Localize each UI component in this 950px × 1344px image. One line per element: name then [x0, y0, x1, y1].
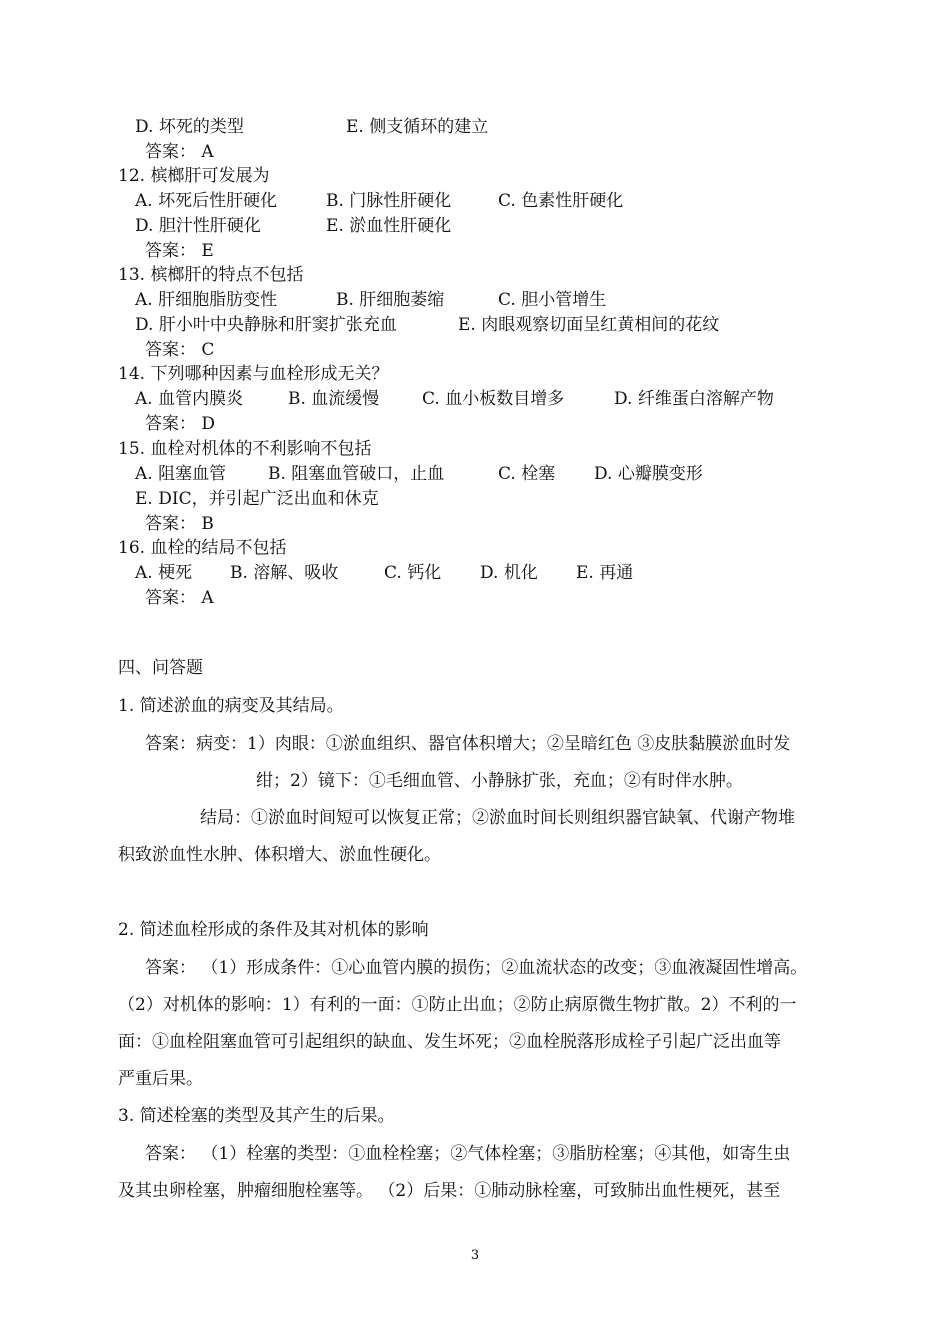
qa-question: 2. 简述血栓形成的条件及其对机体的影响: [118, 920, 429, 940]
option-e: E. 侧支循环的建立: [346, 117, 489, 137]
option-e: E. 再通: [576, 563, 634, 583]
option-b: B. 门脉性肝硬化: [326, 191, 452, 211]
option-d: D. 肝小叶中央静脉和肝窦扩张充血: [135, 315, 397, 335]
qa-answer-line: 答案：病变：1）肉眼：①淤血组织、器官体积增大；②呈暗红色 ③皮肤黏膜淤血时发: [145, 734, 791, 754]
option-d: D. 机化: [480, 563, 538, 583]
option-c: C. 血小板数目增多: [422, 389, 565, 409]
qa-question: 3. 简述栓塞的类型及其产生的后果。: [118, 1106, 395, 1126]
qa-answer-line: （2）对机体的影响：1）有利的一面：①防止出血；②防止病原微生物扩散。2）不利的一: [118, 995, 797, 1015]
question-stem: 15. 血栓对机体的不利影响不包括: [118, 439, 372, 459]
option-c: C. 钙化: [384, 563, 442, 583]
qa-answer-line: 结局：①淤血时间短可以恢复正常；②淤血时间长则组织器官缺氧、代谢产物堆: [200, 808, 795, 828]
option-a: A. 坏死后性肝硬化: [135, 191, 278, 211]
answer-line: 答案： E: [145, 241, 214, 261]
option-c: C. 色素性肝硬化: [498, 191, 624, 211]
qa-answer-line: 严重后果。: [118, 1069, 203, 1089]
option-a: A. 梗死: [135, 563, 193, 583]
option-a: A. 肝细胞脂肪变性: [135, 290, 278, 310]
question-stem: 14. 下列哪种因素与血栓形成无关？: [118, 364, 389, 384]
option-d: D. 胆汁性肝硬化: [135, 216, 261, 236]
section-title: 四、问答题: [118, 658, 203, 678]
qa-question: 1. 简述淤血的病变及其结局。: [118, 696, 344, 716]
answer-line: 答案： D: [145, 414, 216, 434]
page-number: 3: [470, 1248, 480, 1263]
qa-answer-line: 积致淤血性水肿、体积增大、淤血性硬化。: [118, 845, 441, 865]
option-d: D. 坏死的类型: [135, 117, 244, 137]
option-b: B. 肝细胞萎缩: [336, 290, 445, 310]
qa-answer-line: 面：①血栓阻塞血管可引起组织的缺血、发生坏死；②血栓脱落形成栓子引起广泛出血等: [118, 1032, 781, 1052]
option-b: B. 血流缓慢: [288, 389, 380, 409]
option-c: C. 栓塞: [498, 464, 556, 484]
option-a: A. 血管内膜炎: [135, 389, 244, 409]
qa-answer-line: 答案： （1）栓塞的类型：①血栓栓塞；②气体栓塞；③脂肪栓塞；④其他，如寄生虫: [145, 1144, 791, 1164]
answer-line: 答案： A: [145, 142, 214, 162]
option-e: E. 淤血性肝硬化: [326, 216, 452, 236]
qa-answer-line: 答案： （1）形成条件：①心血管内膜的损伤；②血流状态的改变；③血液凝固性增高。: [145, 958, 808, 978]
option-d: D. 心瓣膜变形: [594, 464, 703, 484]
option-e: E. 肉眼观察切面呈红黄相间的花纹: [458, 315, 720, 335]
option-c: C. 胆小管增生: [498, 290, 607, 310]
question-stem: 13. 槟榔肝的特点不包括: [118, 265, 304, 285]
option-d: D. 纤维蛋白溶解产物: [614, 389, 774, 409]
option-a: A. 阻塞血管: [135, 464, 227, 484]
question-stem: 16. 血栓的结局不包括: [118, 538, 287, 558]
question-stem: 12. 槟榔肝可发展为: [118, 166, 270, 186]
answer-line: 答案： A: [145, 588, 214, 608]
qa-answer-line: 绀；2）镜下：①毛细血管、小静脉扩张，充血；②有时伴水肿。: [256, 771, 743, 791]
answer-line: 答案： B: [145, 514, 214, 534]
option-b: B. 溶解、吸收: [230, 563, 339, 583]
answer-line: 答案： C: [145, 340, 215, 360]
option-e: E. DIC，并引起广泛出血和休克: [135, 489, 379, 509]
option-b: B. 阻塞血管破口，止血: [268, 464, 445, 484]
qa-answer-line: 及其虫卵栓塞，肿瘤细胞栓塞等。 （2）后果：①肺动脉栓塞，可致肺出血性梗死，甚至: [118, 1181, 781, 1201]
